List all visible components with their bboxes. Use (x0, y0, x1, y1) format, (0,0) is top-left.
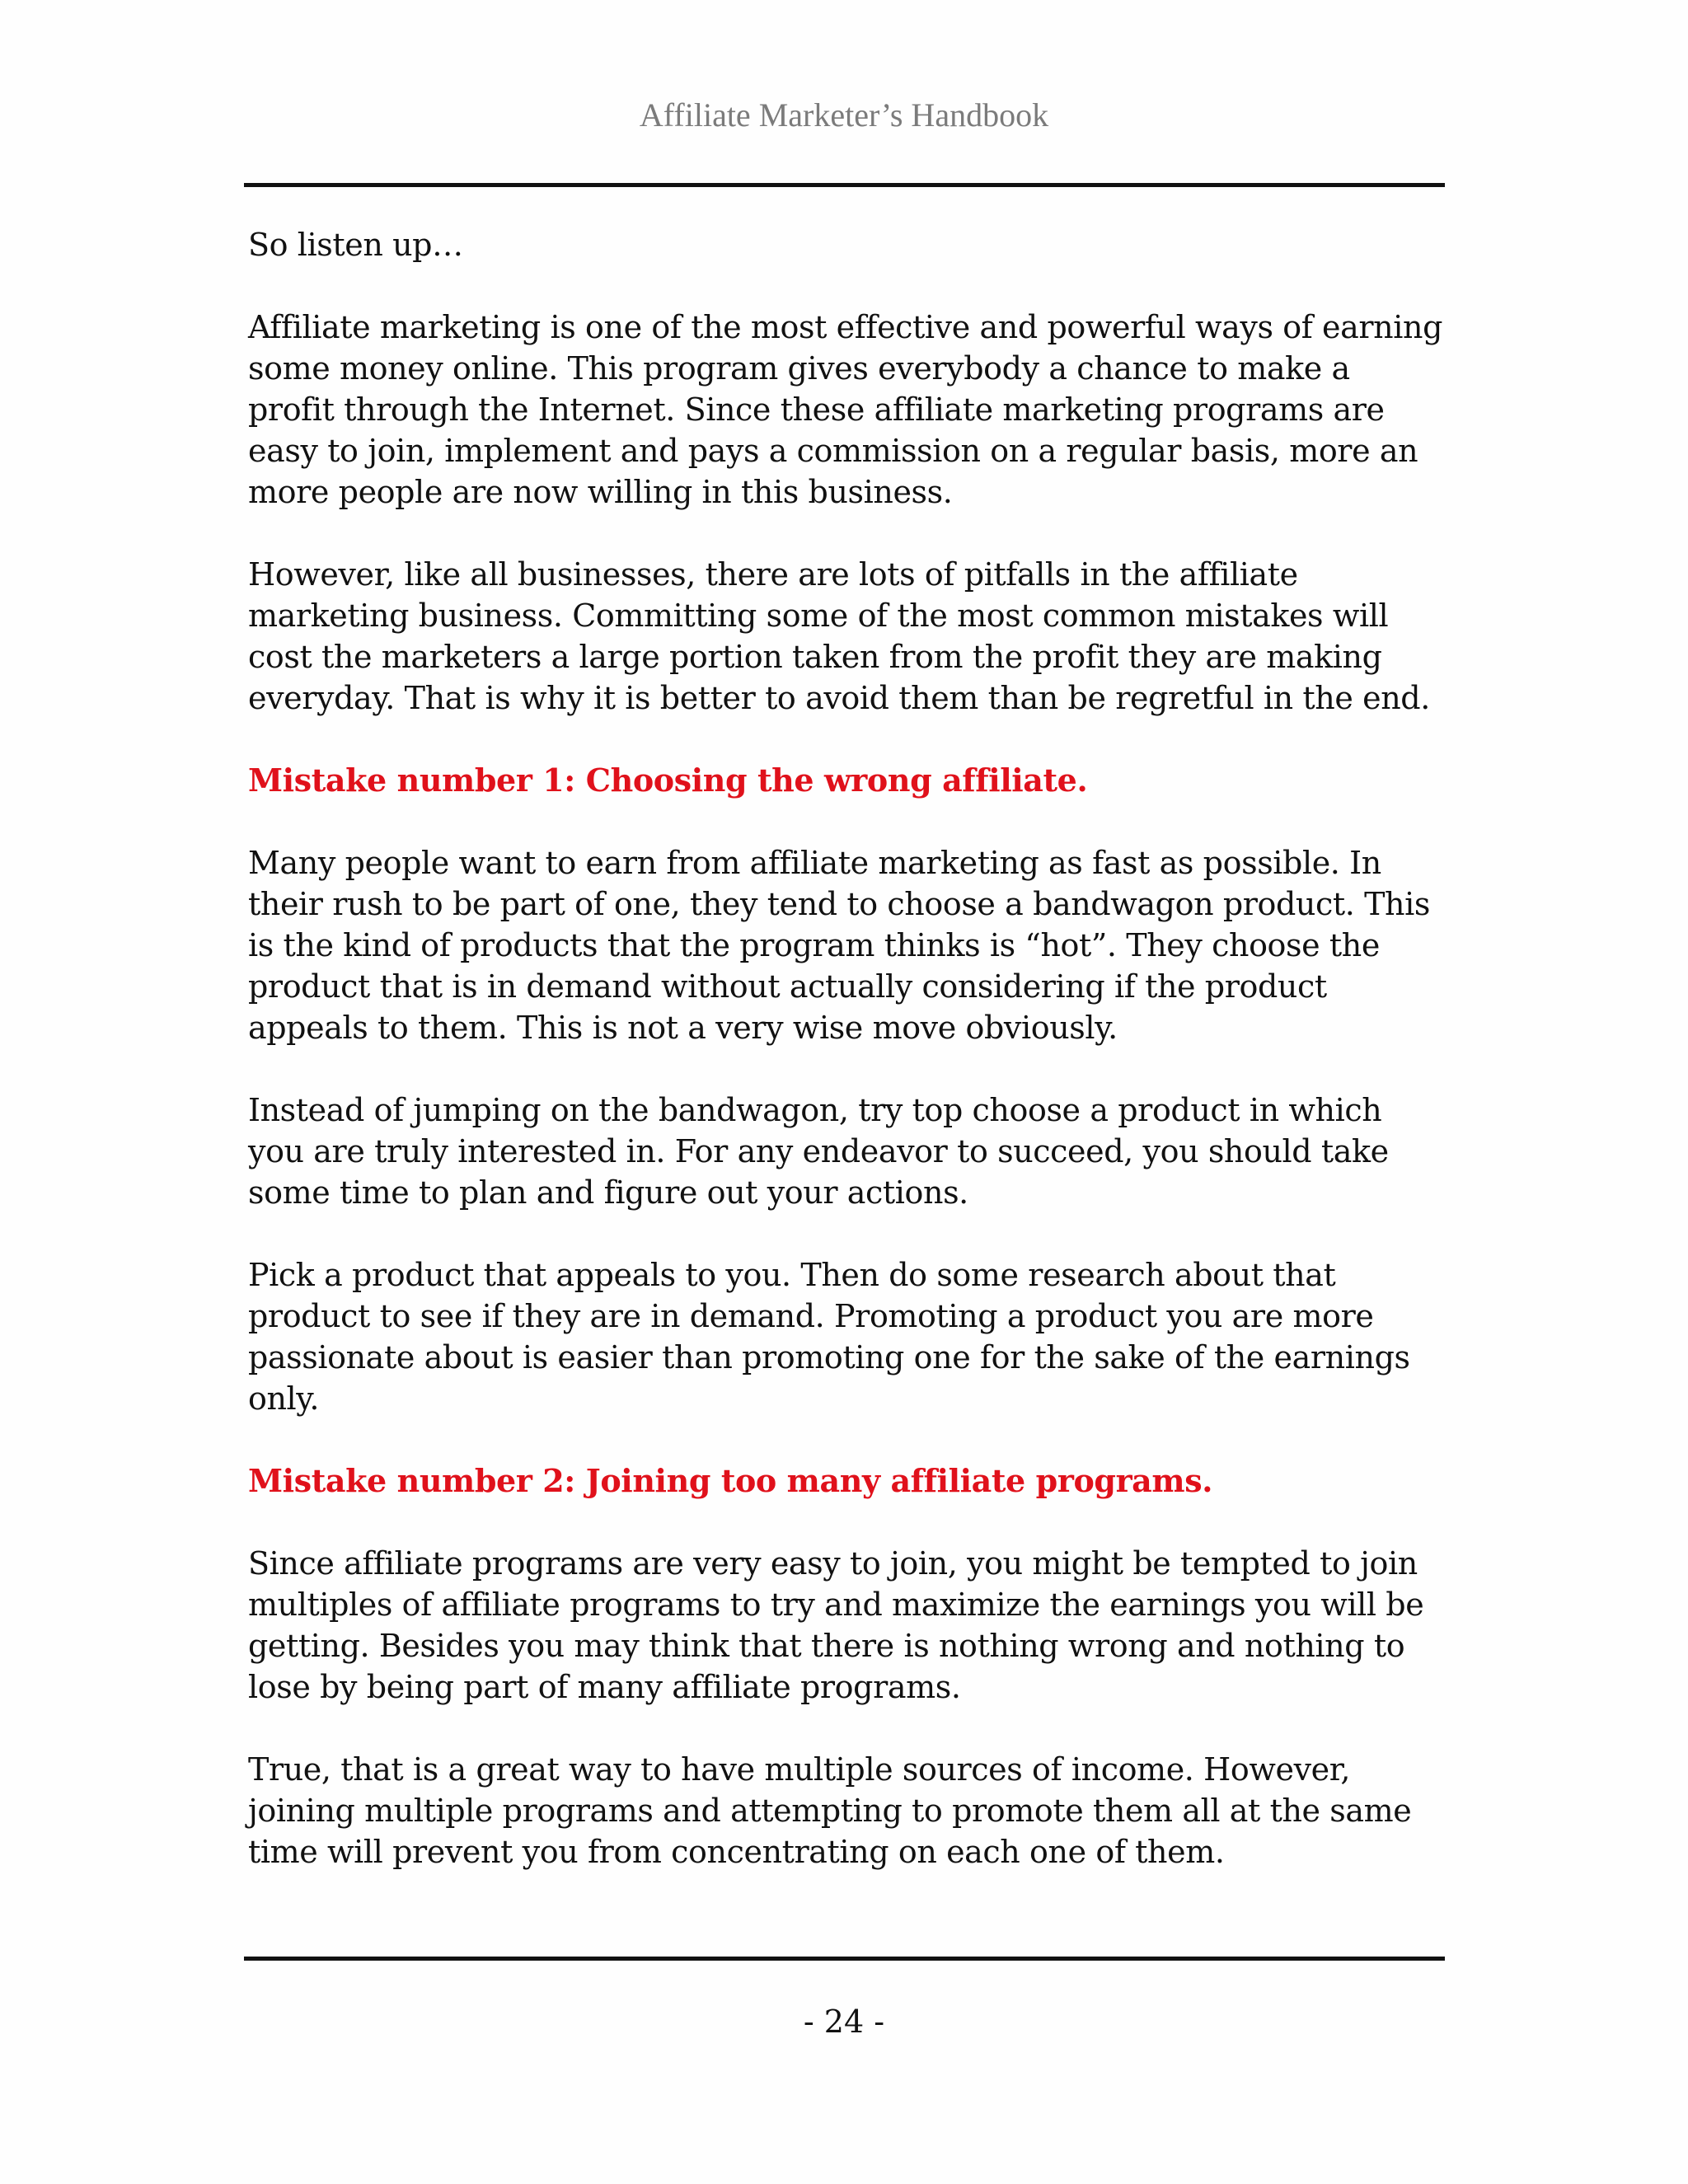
body-paragraph: Affiliate marketing is one of the most effective and powerful ways of earning some money online. This program gives everybody a chance to make a profit through the Internet. Since these affiliate marketing programs are easy to join, implement and pays a commission on a regular basis, more an more people are now willing in this business. (248, 309, 1442, 510)
body-paragraph: Many people want to earn from affiliate marketing as fast as possible. In their rush to be part of one, they tend to choose a bandwagon product. This is the kind of products that the program thinks is “hot”. They choose the product that is in demand without actually considering if the product appeals to them. This is not a very wise move obviously. (248, 845, 1430, 1046)
page-body (248, 224, 1445, 1914)
section-heading: Mistake number 1: Choosing the wrong affiliate. (248, 762, 1088, 799)
body-paragraph: However, like all businesses, there are lots of pitfalls in the affiliate marketing business. Committing some of the most common mistakes will cost the marketers a large portion taken from the profit they are making everyday. That is why it is better to avoid them than be regretful in the end. (248, 556, 1430, 716)
body-paragraph: True, that is a great way to have multiple sources of income. However, joining multiple programs and attempting to promote them all at the same time will prevent you from concentrating on each one of them. (248, 1751, 1412, 1870)
body-paragraph: Instead of jumping on the bandwagon, try top choose a product in which you are truly interested in. For any endeavor to succeed, you should take some time to plan and figure out your actions. (248, 1092, 1389, 1211)
intro-paragraph: So listen up… (248, 227, 463, 263)
footer-divider (244, 1957, 1445, 1961)
body-paragraph: Pick a product that appeals to you. Then do some research about that product to see if they are in demand. Promoting a product you are more passionate about is easier than promoting one for the sake of the earnings only. (248, 1257, 1410, 1417)
section-heading: Mistake number 2: Joining too many affiliate programs. (248, 1462, 1213, 1499)
body-paragraph: Since affiliate programs are very easy to join, you might be tempted to join multiples of affiliate programs to try and maximize the earnings you will be getting. Besides you may think that there is nothing wrong and nothing to lose by being part of many affiliate programs. (248, 1545, 1424, 1705)
running-header-title: Affiliate Marketer’s Handbook (639, 96, 1049, 134)
header-divider (244, 183, 1445, 187)
page-number: - 24 - (803, 2004, 885, 2040)
